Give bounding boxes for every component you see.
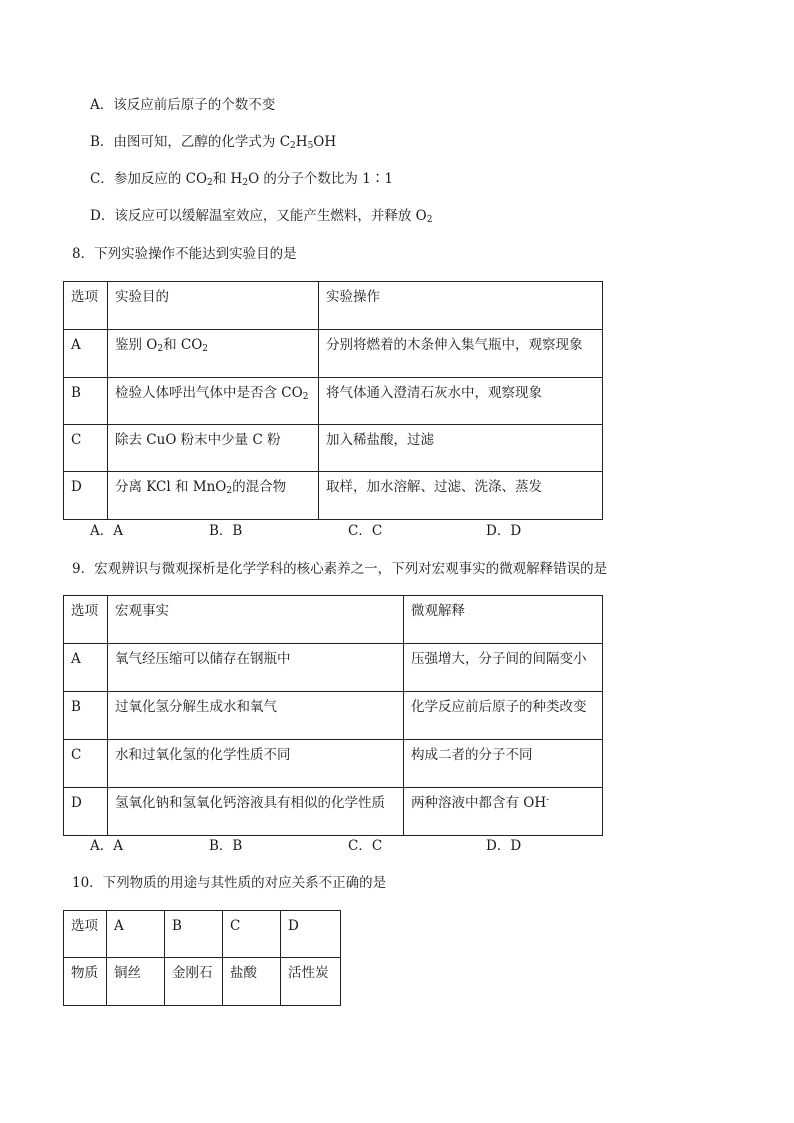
- table-cell: 加入稀盐酸，过滤: [319, 425, 603, 472]
- table-row: [64, 425, 603, 472]
- table-cell: 盐酸: [223, 958, 281, 1006]
- table-cell: 分离 KCl 和 MnO$_2$的混合物: [108, 472, 319, 520]
- table-cell: A: [64, 644, 108, 692]
- table-row: [64, 330, 603, 378]
- q10-stem: 10．下列物质的用途与其性质的对应关系不正确的是: [72, 875, 387, 891]
- header-cell: B: [165, 911, 223, 958]
- q8-answer-c: C．C: [348, 523, 383, 539]
- header-cell: D: [281, 911, 341, 958]
- table-row: [64, 378, 603, 425]
- table-header-row: [64, 911, 341, 958]
- table-cell: 氢氧化钠和氢氧化钙溶液具有相似的化学性质: [108, 788, 404, 836]
- q7-option-a: A．该反应前后原子的个数不变: [90, 97, 276, 113]
- q8-answer-d: D．D: [486, 523, 522, 539]
- header-cell: 选项: [64, 282, 108, 330]
- q8-answer-a: A．A: [90, 523, 123, 539]
- table-cell: 活性炭: [281, 958, 341, 1006]
- table-row: [64, 692, 603, 740]
- q8-table: [63, 281, 603, 520]
- q7-option-b: B．由图可知，乙醇的化学式为 $C_2H_5OH$: [90, 134, 337, 151]
- header-cell: 实验目的: [108, 282, 319, 330]
- table-cell: B: [64, 692, 108, 740]
- table-cell: 将气体通入澄清石灰水中，观察现象: [319, 378, 603, 425]
- table-cell: 氧气经压缩可以储存在钢瓶中: [108, 644, 404, 692]
- header-cell: C: [223, 911, 281, 958]
- q9-answer-c: C．C: [348, 838, 383, 854]
- q9-answer-b: B．B: [209, 838, 243, 854]
- table-cell: 物质: [64, 958, 107, 1006]
- table-cell: C: [64, 425, 108, 472]
- table-cell: 两种溶液中都含有 OH-: [404, 788, 603, 836]
- table-row: [64, 644, 603, 692]
- table-cell: 取样，加水溶解、过滤、洗涤、蒸发: [319, 472, 603, 520]
- table-cell: 除去 CuO 粉末中少量 C 粉: [108, 425, 319, 472]
- q9-stem: 9．宏观辨识与微观探析是化学学科的核心素养之一，下列对宏观事实的微观解释错误的是: [72, 561, 608, 577]
- header-cell: 宏观事实: [108, 596, 404, 644]
- table-cell: 分别将燃着的木条伸入集气瓶中，观察现象: [319, 330, 603, 378]
- q9-answer-d: D．D: [486, 838, 522, 854]
- q9-answer-a: A．A: [90, 838, 123, 854]
- table-cell: 压强增大，分子间的间隔变小: [404, 644, 603, 692]
- table-cell: B: [64, 378, 108, 425]
- q10-table: [63, 910, 341, 1006]
- table-cell: 过氧化氢分解生成水和氧气: [108, 692, 404, 740]
- header-cell: 选项: [64, 596, 108, 644]
- table-cell: 化学反应前后原子的种类改变: [404, 692, 603, 740]
- header-cell: A: [107, 911, 165, 958]
- table-cell: 构成二者的分子不同: [404, 740, 603, 788]
- table-row: [64, 958, 341, 1006]
- header-cell: 选项: [64, 911, 107, 958]
- table-row: [64, 788, 603, 836]
- table-row: [64, 740, 603, 788]
- table-cell: 金刚石: [165, 958, 223, 1006]
- table-header-row: [64, 282, 603, 330]
- q8-stem: 8．下列实验操作不能达到实验目的是: [72, 246, 297, 262]
- table-cell: A: [64, 330, 108, 378]
- table-cell: D: [64, 788, 108, 836]
- q7-option-c: C．参加反应的 $CO_2$和 $H_2O$ 的分子个数比为 1∶1: [90, 171, 393, 188]
- q8-answer-b: B．B: [209, 523, 243, 539]
- table-header-row: [64, 596, 603, 644]
- q9-table: [63, 595, 603, 836]
- header-cell: 微观解释: [404, 596, 603, 644]
- table-cell: 水和过氧化氢的化学性质不同: [108, 740, 404, 788]
- table-cell: 铜丝: [107, 958, 165, 1006]
- table-cell: 鉴别 $O_2$和 $CO_2$: [108, 330, 319, 378]
- header-cell: 实验操作: [319, 282, 603, 330]
- table-cell: D: [64, 472, 108, 520]
- table-row: [64, 472, 603, 520]
- table-cell: C: [64, 740, 108, 788]
- table-cell: 检验人体呼出气体中是否含 $CO_2$: [108, 378, 319, 425]
- q7-option-d: D．该反应可以缓解温室效应，又能产生燃料，并释放 $O_2$: [90, 208, 433, 225]
